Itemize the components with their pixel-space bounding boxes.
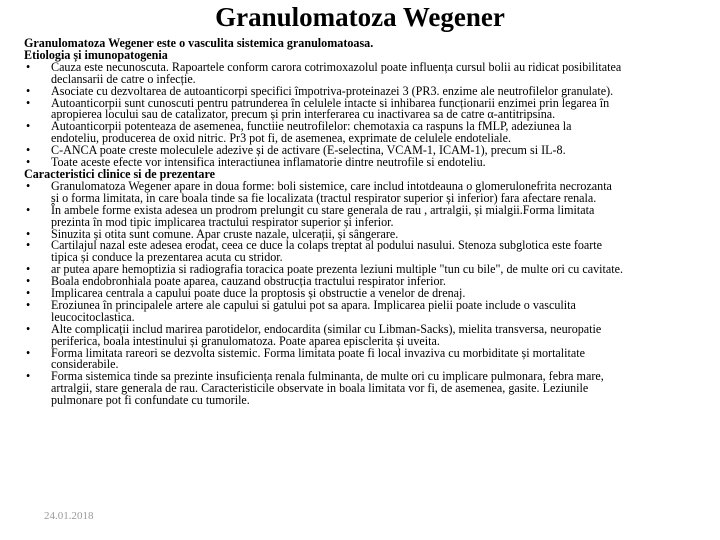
bullet-text-line: Boala endobronhiala poate aparea, cauzand obstrucția tractului respirator inferior. (51, 274, 446, 289)
bullet-item (24, 157, 714, 169)
bullet-text-line: leucocitoclastica. (51, 309, 135, 324)
footer-date: 24.01.2018 (44, 510, 94, 522)
section-heading: Caracteristici clinice si de prezentare (24, 166, 215, 181)
bullet-icon: • (26, 202, 31, 217)
bullet-text-line: Cauza este necunoscuta. Rapoartele conform carora cotrimoxazolul poate influența cursul bolii au ridicat posibilitatea (51, 59, 622, 74)
bullet-text-line: În ambele forme exista adesea un prodrom prelungit cu stare generala de rau , artralgii, și mialgii.Forma limitata (51, 202, 595, 217)
bullet-icon: • (26, 83, 31, 98)
bullet-icon: • (26, 178, 31, 193)
bullet-icon: • (26, 262, 31, 277)
bullet-item (24, 202, 714, 229)
bullet-text-line: Implicarea centrala a capului poate duce la proptosis și obstructie a venelor de drenaj. (51, 286, 466, 301)
bullet-icon: • (26, 95, 31, 110)
bullet-item (24, 321, 714, 348)
bullet-icon: • (26, 238, 31, 253)
bullet-icon: • (26, 59, 31, 74)
bullet-text-line: Granulomatoza Wegener apare in doua forme: boli sistemice, care includ intotdeauna o glomerulonefrita necrozanta (51, 178, 612, 193)
bullet-text-line: Forma sistemica tinde sa prezinte insuficiența renala fulminanta, de multe ori cu implicare pulmonara, febra mare, (51, 369, 604, 384)
bullet-item (24, 121, 714, 145)
bullet-text-line: Alte complicații includ marirea parotidelor, endocardita (similar cu Libman-Sacks), mielita transversa, neuropatie (51, 321, 602, 336)
intro-line: Granulomatoza Wegener este o vasculita sistemica granulomatoasa. (24, 36, 374, 50)
bullet-item (24, 345, 714, 372)
bullet-item (24, 240, 714, 264)
bullet-text-line: Cartilajul nazal este adesea erodat, ceea ce duce la colaps treptat al podului nasului. Stenoza subglotica este foarte (51, 238, 603, 253)
bullet-text-line: Forma limitata rareori se dezvolta sistemic. Forma limitata poate fi local invaziva cu morbiditate și mortalitate (51, 345, 585, 360)
bullet-icon: • (26, 274, 31, 289)
bullet-text-line: considerabile. (51, 357, 119, 372)
bullet-text-line: C-ANCA poate creste moleculele adezive și de activare (E-selectina, VCAM-1, ICAM-1), precum si IL-8. (51, 143, 566, 158)
bullet-text-line: apropierea locului sau de catalizator, precum și prin interferarea cu inactivarea sa de catre α-antitripsina. (51, 107, 556, 122)
bullet-text-line: si o forma limitata, in care boala tinde sa fie localizata (tractul respirator superior și inferior) fara afectare renala. (51, 190, 597, 205)
bullet-text-line: ar putea apare hemoptizia si radiografia toracica poate prezenta leziuni multiple "tun cu bile", de multe ori cu cavitate. (51, 262, 623, 277)
bullet-text-line: endoteliu, producerea de oxid nitric. Pr3 pot fi, de asemenea, exprimate de celulele endoteliale. (51, 131, 512, 146)
bullet-text-line: periferica, boala intestinului și granulomatoza. Poate aparea episclerita și uveita. (51, 333, 440, 348)
bullet-text-line: declansarii de catre o infecție. (51, 71, 196, 86)
bullet-text-line: prezinta în mod tipic implicarea tractului respirator superior și inferior. (51, 214, 394, 229)
bullet-icon: • (26, 297, 31, 312)
document-body (24, 38, 714, 407)
bullet-icon: • (26, 119, 31, 134)
bullet-icon: • (26, 286, 31, 301)
bullet-text-line: Sinuzita și otita sunt comune. Apar cruste nazale, ulcerații, și sângerare. (51, 226, 399, 241)
bullet-item (24, 59, 714, 86)
bullet-icon: • (26, 369, 31, 384)
bullet-text-line: Autoanticorpii potenteaza de asemenea, functiie neutrofilelor: chemotaxia ca raspuns la fMLP, adeziunea la (51, 119, 572, 134)
bullet-item (24, 95, 714, 122)
bullet-text-line: Asociate cu dezvoltarea de autoanticorpi specifici împotriva-proteinazei 3 (PR3. enzime ale neutrofilelor granulate). (51, 83, 614, 98)
page-title: Granulomatoza Wegener (215, 2, 505, 32)
bullet-icon: • (26, 155, 31, 170)
bullet-item (24, 178, 714, 205)
bullet-text-line: Eroziunea în principalele artere ale capului si gatului pot sa apara. Implicarea pielii poate include o vasculita (51, 297, 576, 312)
bullet-item (24, 297, 714, 324)
bullet-text-line: artralgii, stare generala de rau. Caracteristicile observate in boala limitata vor fi, de asemenea, gasite. Leziunile (51, 381, 589, 396)
bullet-icon: • (26, 143, 31, 158)
bullet-item (24, 371, 714, 407)
bullet-icon: • (26, 345, 31, 360)
bullet-icon: • (26, 226, 31, 241)
bullet-text-line: pulmonare pot fi confundate cu tumorile. (51, 393, 250, 408)
bullet-text-line: Autoanticorpii sunt cunoscuti pentru patrunderea în celulele intacte si inhibarea funcționarii enzimei prin legarea în (51, 95, 610, 110)
bullet-text-line: tipica și conduce la prezentarea acuta cu stridor. (51, 250, 283, 265)
bullet-text-line: Toate aceste efecte vor intensifica interactiunea inflamatorie dintre neutrofile si endoteliu. (51, 155, 486, 170)
bullet-icon: • (26, 321, 31, 336)
section-heading: Etiologia și imunopatogenia (24, 47, 168, 62)
